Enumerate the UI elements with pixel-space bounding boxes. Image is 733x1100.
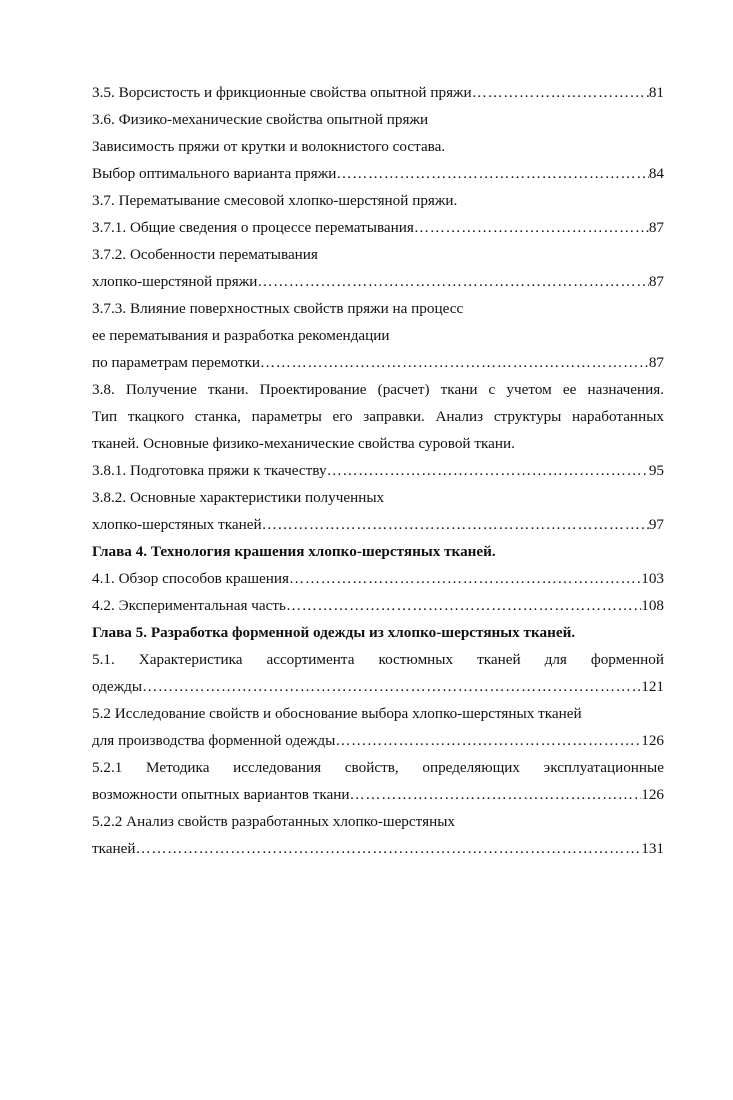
toc-entry-5-2: 5.2 Исследование свойств и обоснование выбора хлопко-шерстяных тканей xyxy=(92,705,582,722)
toc-entry-continuation: Зависимость пряжи от крутки и волокнистого состава. xyxy=(92,138,446,155)
toc-entry-continuation xyxy=(92,727,664,754)
dot-leader xyxy=(286,592,641,619)
dot-leader xyxy=(136,835,642,862)
toc-entry-continuation: тканей. Основные физико-механические свойства суровой ткани. xyxy=(92,435,515,452)
toc-page-number: 84 xyxy=(648,165,664,182)
toc-page-number: 87 xyxy=(648,354,664,371)
toc-page-number: 126 xyxy=(641,786,664,803)
dot-leader xyxy=(336,160,648,187)
dot-leader xyxy=(472,79,649,106)
toc-page-number: 87 xyxy=(648,273,664,290)
toc-entry-continuation xyxy=(92,835,664,862)
toc-entry-continuation xyxy=(92,781,664,808)
toc-entry-5-2-2: 5.2.2 Анализ свойств разработанных хлопко-шерстяных xyxy=(92,813,455,830)
toc-page-number: 126 xyxy=(641,732,664,749)
table-of-contents xyxy=(92,79,664,862)
toc-entry-3-8-1 xyxy=(92,457,664,484)
toc-entry-3-7-3: 3.7.3. Влияние поверхностных свойств пряжи на процесс xyxy=(92,300,464,317)
toc-entry-3-8: 3.8. Получение ткани. Проектирование (расчет) ткани с учетом ее назначения. xyxy=(92,381,664,398)
dot-leader xyxy=(327,457,649,484)
toc-entry-text: хлопко-шерстяной пряжи xyxy=(92,273,258,290)
toc-entry-continuation xyxy=(92,673,664,700)
toc-entry-text: хлопко-шерстяных тканей xyxy=(92,516,262,533)
dot-leader xyxy=(142,673,641,700)
toc-entry-continuation xyxy=(92,349,664,376)
toc-entry-continuation xyxy=(92,511,664,538)
toc-page-number: 95 xyxy=(648,462,664,479)
toc-entry-text: 3.7.1. Общие сведения о процессе перематывания xyxy=(92,219,414,236)
toc-entry-3-7-1 xyxy=(92,214,664,241)
toc-entry-continuation xyxy=(92,160,664,187)
toc-entry-text: 4.2. Экспериментальная часть xyxy=(92,597,286,614)
toc-entry-text: одежды xyxy=(92,678,143,695)
dot-leader xyxy=(335,727,641,754)
toc-entry-text: 3.5. Ворсистость и фрикционные свойства опытной пряжи xyxy=(92,84,472,101)
toc-entry-continuation: Тип ткацкого станка, параметры его заправки. Анализ структуры наработанных xyxy=(92,408,664,425)
toc-entry-3-5 xyxy=(92,79,664,106)
toc-entry-text: по параметрам перемотки xyxy=(92,354,260,371)
dot-leader xyxy=(414,214,649,241)
toc-entry-3-7: 3.7. Перематывание смесовой хлопко-шерстяной пряжи. xyxy=(92,192,458,209)
toc-chapter-5-heading: Глава 5. Разработка форменной одежды из хлопко-шерстяных тканей. xyxy=(92,624,576,641)
toc-entry-text: возможности опытных вариантов ткани xyxy=(92,786,350,803)
toc-entry-continuation xyxy=(92,268,664,295)
dot-leader xyxy=(260,349,649,376)
toc-entry-continuation: ее перематывания и разработка рекомендации xyxy=(92,327,390,344)
toc-page-number: 81 xyxy=(648,84,664,101)
toc-entry-text: Выбор оптимального варианта пряжи xyxy=(92,165,337,182)
dot-leader xyxy=(257,268,648,295)
toc-entry-text: 3.8.1. Подготовка пряжи к ткачеству xyxy=(92,462,327,479)
toc-page-number: 97 xyxy=(648,516,664,533)
toc-entry-text: 4.1. Обзор способов крашения xyxy=(92,570,290,587)
toc-entry-text: тканей xyxy=(92,840,136,857)
toc-entry-text: для производства форменной одежды xyxy=(92,732,336,749)
toc-page-number: 103 xyxy=(641,570,664,587)
toc-entry-3-7-2: 3.7.2. Особенности перематывания xyxy=(92,246,318,263)
toc-entry-3-8-2: 3.8.2. Основные характеристики полученных xyxy=(92,489,385,506)
toc-entry-4-2 xyxy=(92,592,664,619)
toc-page-number: 108 xyxy=(641,597,664,614)
toc-page-number: 87 xyxy=(648,219,664,236)
toc-entry-5-2-1: 5.2.1 Методика исследования свойств, определяющих эксплуатационные xyxy=(92,759,664,776)
toc-entry-3-6: 3.6. Физико-механические свойства опытной пряжи xyxy=(92,111,429,128)
toc-entry-5-1: 5.1. Характеристика ассортимента костюмных тканей для форменной xyxy=(92,651,664,668)
dot-leader xyxy=(289,565,641,592)
toc-page-number: 131 xyxy=(641,840,664,857)
toc-entry-4-1 xyxy=(92,565,664,592)
toc-chapter-4-heading: Глава 4. Технология крашения хлопко-шерстяных тканей. xyxy=(92,543,496,560)
dot-leader xyxy=(262,511,649,538)
toc-page-number: 121 xyxy=(641,678,664,695)
dot-leader xyxy=(350,781,642,808)
